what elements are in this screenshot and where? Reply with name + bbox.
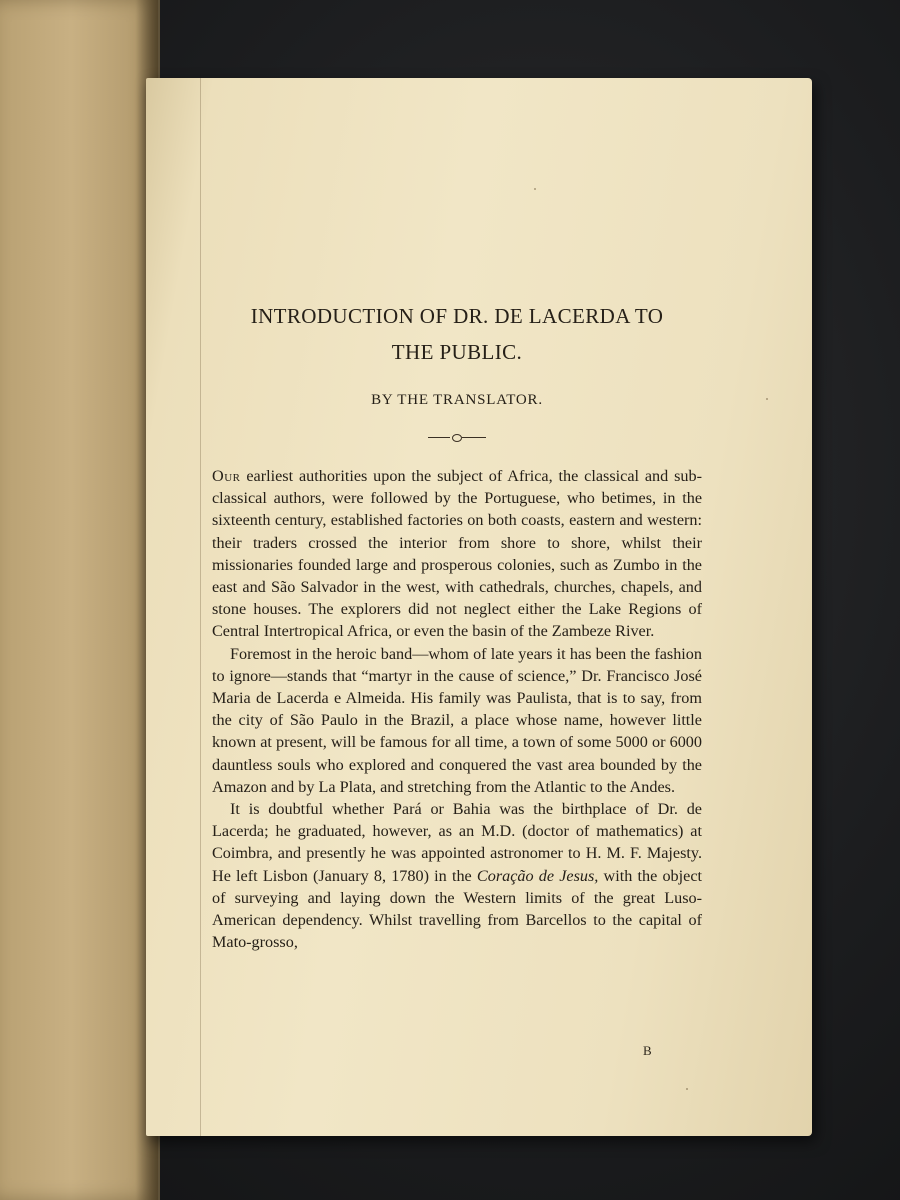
paragraph-3-text-b: with the object of surveying and laying down the Western limits of the great Luso-American dependency. Whilst travelling from Barcellos to the capital of Mato-grosso, [212, 866, 703, 952]
byline: BY THE TRANSLATOR. [371, 392, 543, 408]
page-crease [200, 78, 201, 1136]
paragraph-1-text: earliest authorities upon the subject of Africa, the classical and sub-classical authors, were followed by the Portuguese, who betimes, in the sixteenth century, established factories on both coasts, eastern and western: their traders crossed the interior from shore to shore, whilst their missionaries founded large and prosperous colonies, such as Zumbo in the east and São Salvador in the west, with cathedrals, churches, chapels, and stone houses. The explorers did not neglect either the Lake Regions of Central Intertropical Africa, or even the basin of the Zambeze River. [212, 467, 702, 641]
signature-mark: B [643, 1043, 652, 1058]
ornament-divider [428, 433, 486, 443]
chapter-title-line-2: THE PUBLIC. [391, 340, 523, 364]
paragraph-1 [212, 465, 702, 643]
left-facing-page [0, 0, 160, 1200]
body-text [212, 465, 702, 953]
page-content [212, 298, 702, 953]
paragraph-3-text-a: It is doubtful whether Pará or Bahia was the birthplace of Dr. de Lacerda; he graduated, however, as an M.D. (doctor of mathematics) at Coimbra, and presently he was appointed astronomer to H. M. F. Majesty. He left Lisbon (January 8, 1780) in the [212, 800, 702, 885]
ship-name: Coração de Jesus, [476, 866, 599, 885]
paragraph-3 [212, 798, 702, 953]
chapter-title [212, 298, 702, 370]
paragraph-2: Foremost in the heroic band—whom of late years it has been the fashion to ignore—stands that “martyr in the cause of science,” Dr. Francisco José Maria de Lacerda e Almeida. His family was Paulista, that is to say, from the city of São Paulo in the Brazil, a place whose name, however little known at present, will be famous for all time, a town of some 5000 or 6000 dauntless souls who explored and conquered the vast area bounded by the Amazon and by La Plata, and stretching from the Atlantic to the Andes. [212, 644, 702, 796]
paragraph-1-dropword: Our [212, 467, 241, 485]
book-page [146, 78, 812, 1136]
chapter-title-line-1: INTRODUCTION OF DR. DE LACERDA TO [250, 304, 664, 328]
